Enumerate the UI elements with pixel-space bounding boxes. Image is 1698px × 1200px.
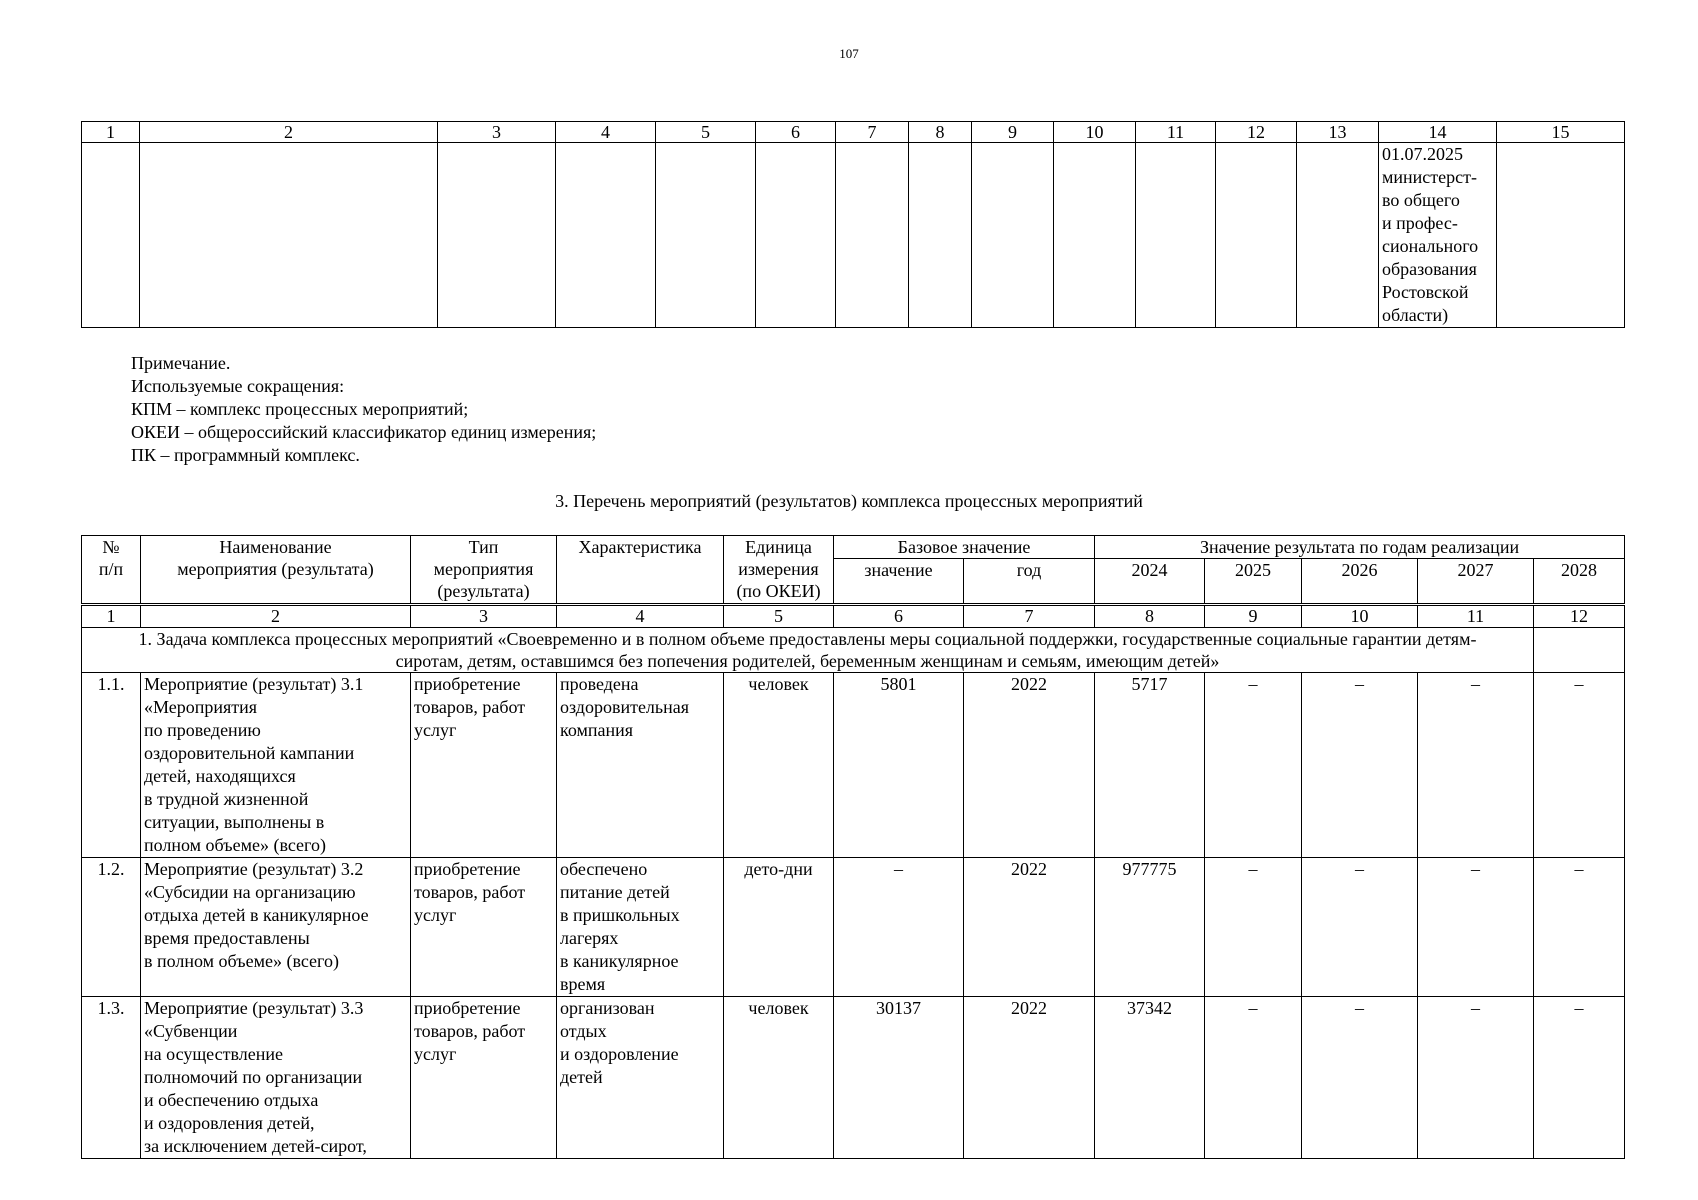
measure-unit: человек [724, 673, 834, 858]
table-cell [1054, 143, 1136, 328]
value-2024: 977775 [1095, 858, 1205, 997]
section-title: 3. Перечень мероприятий (результатов) комплекса процессных мероприятий [555, 491, 1143, 511]
base-year: 2022 [964, 858, 1095, 997]
column-number: 4 [556, 122, 656, 143]
measure-name: Мероприятие (результат) 3.2 «Субсидии на организацию отдыха детей в каникулярное время предоставлены в полном объеме» (всего) [141, 858, 411, 997]
measures-table [81, 535, 1625, 1159]
value-2025: – [1205, 858, 1302, 997]
value-2028: – [1534, 858, 1625, 997]
value-2024: 37342 [1095, 997, 1205, 1159]
table-cell [556, 143, 656, 328]
measure-characteristic: проведена оздоровительная компания [557, 673, 724, 858]
table-cell [1534, 628, 1625, 673]
measure-unit: человек [724, 997, 834, 1159]
header-row [82, 536, 1625, 559]
abbreviation-line: КПМ – комплекс процессных мероприятий; [131, 399, 469, 419]
column-number: 11 [1418, 605, 1534, 628]
header-year: 2027 [1418, 559, 1534, 605]
measure-name: Мероприятие (результат) 3.1 «Мероприятия по проведению оздоровительной кампании детей, находящихся в трудной жизненной ситуации, выполнены в полном объеме» (всего) [141, 673, 411, 858]
table-row [82, 858, 1625, 997]
column-number: 10 [1054, 122, 1136, 143]
base-year: 2022 [964, 673, 1095, 858]
task-text: 1. Задача комплекса процессных мероприятий «Своевременно и в полном объеме предоставлены меры социальной поддержки, государственные социальные гарантии детям-сиротам, детям, оставшимся без попечения родителей, беременным женщинам и семьям, имеющим детей» [82, 628, 1534, 673]
column-number: 8 [1095, 605, 1205, 628]
column-number: 13 [1297, 122, 1379, 143]
column-number: 5 [724, 605, 834, 628]
base-value: 5801 [834, 673, 964, 858]
column-number: 6 [834, 605, 964, 628]
column-number: 10 [1302, 605, 1418, 628]
page-number: 107 [839, 46, 859, 61]
table-cell [756, 143, 836, 328]
notes-block [131, 352, 596, 467]
table-cell [438, 143, 556, 328]
column-number: 5 [656, 122, 756, 143]
column-number: 7 [836, 122, 909, 143]
header-by-years: Значение результата по годам реализации [1095, 536, 1625, 559]
table-cell [656, 143, 756, 328]
abbreviation-line: ОКЕИ – общероссийский классификатор единиц измерения; [131, 422, 597, 442]
header-name: Наименование мероприятия (результата) [141, 536, 411, 605]
table-cell [1216, 143, 1297, 328]
value-2028: – [1534, 997, 1625, 1159]
column-number: 14 [1379, 122, 1497, 143]
continuation-table [81, 121, 1625, 328]
value-2025: – [1205, 997, 1302, 1159]
base-value: 30137 [834, 997, 964, 1159]
value-2027: – [1418, 997, 1534, 1159]
column-number: 15 [1497, 122, 1625, 143]
header-year: 2025 [1205, 559, 1302, 605]
value-2028: – [1534, 673, 1625, 858]
header-year: 2024 [1095, 559, 1205, 605]
column-number: 11 [1136, 122, 1216, 143]
abbreviation-line: ПК – программный комплекс. [131, 445, 360, 465]
value-2025: – [1205, 673, 1302, 858]
header-year: 2026 [1302, 559, 1418, 605]
column-number: 1 [82, 122, 140, 143]
table-row [82, 997, 1625, 1159]
column-number: 2 [141, 605, 411, 628]
measure-characteristic: обеспечено питание детей в пришкольных лагерях в каникулярное время [557, 858, 724, 997]
table-cell [972, 143, 1054, 328]
table-cell [909, 143, 972, 328]
column-number: 8 [909, 122, 972, 143]
row-number: 1.1. [82, 673, 141, 858]
column-number: 3 [438, 122, 556, 143]
header-characteristic: Характеристика [557, 536, 724, 605]
measure-type: приобретение товаров, работ услуг [411, 673, 557, 858]
column-number-row [82, 122, 1625, 143]
table-row [82, 143, 1625, 328]
table-cell [1497, 143, 1625, 328]
base-value: – [834, 858, 964, 997]
value-2026: – [1302, 858, 1418, 997]
row-number: 1.2. [82, 858, 141, 997]
measure-type: приобретение товаров, работ услуг [411, 858, 557, 997]
table-cell [140, 143, 438, 328]
column-number: 1 [82, 605, 141, 628]
column-number: 12 [1534, 605, 1625, 628]
responsible-cell: 01.07.2025 министерст- во общего и профес- сионального образования Ростовской области) [1379, 143, 1497, 328]
column-number: 2 [140, 122, 438, 143]
abbreviations-title: Используемые сокращения: [131, 376, 345, 396]
column-number: 9 [1205, 605, 1302, 628]
measure-type: приобретение товаров, работ услуг [411, 997, 557, 1159]
measure-name: Мероприятие (результат) 3.3 «Субвенции на осуществление полномочий по организации и обеспечению отдыха и оздоровления детей, за исключением детей-сирот, [141, 997, 411, 1159]
column-number: 12 [1216, 122, 1297, 143]
task-row [82, 628, 1625, 673]
header-base: Базовое значение [834, 536, 1095, 559]
value-2027: – [1418, 673, 1534, 858]
header-num: № п/п [82, 536, 141, 605]
table-cell [1297, 143, 1379, 328]
value-2026: – [1302, 673, 1418, 858]
column-number: 7 [964, 605, 1095, 628]
value-2027: – [1418, 858, 1534, 997]
table-row [82, 673, 1625, 858]
measure-unit: дето-дни [724, 858, 834, 997]
header-unit: Единица измерения (по ОКЕИ) [724, 536, 834, 605]
header-type: Тип мероприятия (результата) [411, 536, 557, 605]
notes-title: Примечание. [131, 353, 231, 373]
measure-characteristic: организован отдых и оздоровление детей [557, 997, 724, 1159]
base-year: 2022 [964, 997, 1095, 1159]
row-number: 1.3. [82, 997, 141, 1159]
value-2026: – [1302, 997, 1418, 1159]
table-cell [836, 143, 909, 328]
header-base-value: значение [834, 559, 964, 605]
table-cell [1136, 143, 1216, 328]
value-2024: 5717 [1095, 673, 1205, 858]
column-number: 6 [756, 122, 836, 143]
table-cell [82, 143, 140, 328]
column-number: 3 [411, 605, 557, 628]
header-year: 2028 [1534, 559, 1625, 605]
column-number: 9 [972, 122, 1054, 143]
column-number-row [82, 605, 1625, 628]
header-base-year: год [964, 559, 1095, 605]
column-number: 4 [557, 605, 724, 628]
